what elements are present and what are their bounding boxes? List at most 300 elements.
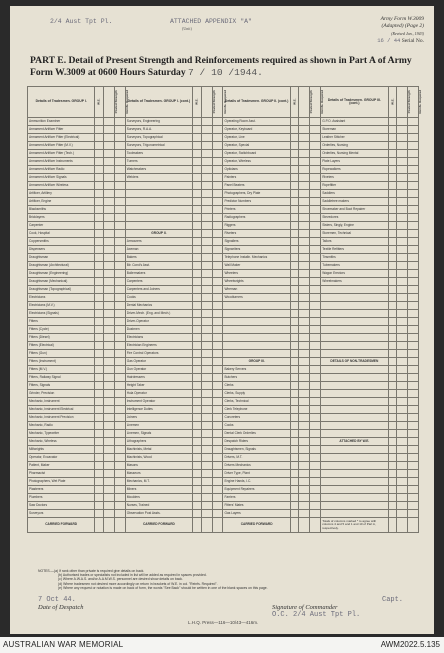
entry-cell[interactable]	[388, 278, 397, 286]
entry-cell[interactable]	[290, 230, 299, 238]
entry-cell[interactable]	[212, 486, 223, 494]
entry-cell[interactable]	[114, 382, 125, 390]
entry-cell[interactable]	[310, 390, 321, 398]
entry-cell[interactable]	[193, 502, 202, 510]
entry-cell[interactable]	[388, 382, 397, 390]
entry-cell[interactable]	[114, 142, 125, 150]
entry-cell[interactable]	[290, 126, 299, 134]
entry-cell[interactable]	[299, 342, 310, 350]
entry-cell[interactable]	[193, 222, 202, 230]
entry-cell[interactable]	[408, 374, 419, 382]
entry-cell[interactable]	[114, 270, 125, 278]
entry-cell[interactable]	[388, 430, 397, 438]
entry-cell[interactable]	[388, 198, 397, 206]
entry-cell[interactable]	[299, 414, 310, 422]
entry-cell[interactable]	[388, 190, 397, 198]
entry-cell[interactable]	[310, 438, 321, 446]
entry-cell[interactable]	[201, 286, 212, 294]
entry-cell[interactable]	[388, 230, 397, 238]
entry-cell[interactable]	[408, 422, 419, 430]
entry-cell[interactable]	[95, 502, 104, 510]
entry-cell[interactable]	[299, 326, 310, 334]
entry-cell[interactable]	[104, 350, 115, 358]
entry-cell[interactable]	[95, 350, 104, 358]
entry-cell[interactable]	[104, 374, 115, 382]
entry-cell[interactable]	[408, 126, 419, 134]
entry-cell[interactable]	[201, 342, 212, 350]
entry-cell[interactable]	[388, 294, 397, 302]
entry-cell[interactable]	[408, 214, 419, 222]
entry-cell[interactable]	[310, 398, 321, 406]
entry-cell[interactable]	[95, 294, 104, 302]
entry-cell[interactable]	[104, 182, 115, 190]
total-cell[interactable]	[299, 518, 310, 533]
entry-cell[interactable]	[212, 350, 223, 358]
entry-cell[interactable]	[114, 262, 125, 270]
entry-cell[interactable]	[114, 182, 125, 190]
entry-cell[interactable]	[290, 462, 299, 470]
entry-cell[interactable]	[193, 470, 202, 478]
entry-cell[interactable]	[114, 278, 125, 286]
entry-cell[interactable]	[212, 182, 223, 190]
entry-cell[interactable]	[290, 366, 299, 374]
entry-cell[interactable]	[397, 150, 408, 158]
entry-cell[interactable]	[408, 198, 419, 206]
entry-cell[interactable]	[104, 366, 115, 374]
total-cell[interactable]	[212, 518, 223, 533]
entry-cell[interactable]	[95, 470, 104, 478]
entry-cell[interactable]	[212, 134, 223, 142]
entry-cell[interactable]	[388, 398, 397, 406]
entry-cell[interactable]	[193, 182, 202, 190]
entry-cell[interactable]	[193, 118, 202, 126]
entry-cell[interactable]	[290, 334, 299, 342]
entry-cell[interactable]	[95, 198, 104, 206]
entry-cell[interactable]	[201, 414, 212, 422]
entry-cell[interactable]	[212, 142, 223, 150]
entry-cell[interactable]	[388, 454, 397, 462]
entry-cell[interactable]	[104, 454, 115, 462]
entry-cell[interactable]	[299, 510, 310, 518]
entry-cell[interactable]	[290, 302, 299, 310]
entry-cell[interactable]	[201, 382, 212, 390]
entry-cell[interactable]	[408, 406, 419, 414]
entry-cell[interactable]	[212, 414, 223, 422]
entry-cell[interactable]	[212, 446, 223, 454]
total-cell[interactable]	[408, 518, 419, 533]
entry-cell[interactable]	[104, 286, 115, 294]
entry-cell[interactable]	[397, 262, 408, 270]
entry-cell[interactable]	[290, 414, 299, 422]
entry-cell[interactable]	[290, 182, 299, 190]
entry-cell[interactable]	[104, 438, 115, 446]
entry-cell[interactable]	[193, 326, 202, 334]
entry-cell[interactable]	[95, 334, 104, 342]
entry-cell[interactable]	[310, 358, 321, 366]
entry-cell[interactable]	[310, 342, 321, 350]
entry-cell[interactable]	[104, 198, 115, 206]
entry-cell[interactable]	[290, 398, 299, 406]
entry-cell[interactable]	[310, 310, 321, 318]
entry-cell[interactable]	[212, 214, 223, 222]
entry-cell[interactable]	[212, 502, 223, 510]
entry-cell[interactable]	[104, 414, 115, 422]
entry-cell[interactable]	[408, 262, 419, 270]
entry-cell[interactable]	[201, 454, 212, 462]
entry-cell[interactable]	[310, 462, 321, 470]
total-cell[interactable]	[290, 518, 299, 533]
entry-cell[interactable]	[95, 310, 104, 318]
entry-cell[interactable]	[201, 494, 212, 502]
entry-cell[interactable]	[104, 486, 115, 494]
entry-cell[interactable]	[95, 358, 104, 366]
entry-cell[interactable]	[212, 454, 223, 462]
entry-cell[interactable]	[114, 302, 125, 310]
entry-cell[interactable]	[310, 166, 321, 174]
entry-cell[interactable]	[290, 478, 299, 486]
entry-cell[interactable]	[397, 254, 408, 262]
entry-cell[interactable]	[310, 334, 321, 342]
entry-cell[interactable]	[212, 334, 223, 342]
entry-cell[interactable]	[290, 118, 299, 126]
entry-cell[interactable]	[95, 318, 104, 326]
entry-cell[interactable]	[397, 502, 408, 510]
entry-cell[interactable]	[193, 486, 202, 494]
entry-cell[interactable]	[114, 470, 125, 478]
entry-cell[interactable]	[299, 118, 310, 126]
entry-cell[interactable]	[397, 374, 408, 382]
entry-cell[interactable]	[408, 470, 419, 478]
entry-cell[interactable]	[290, 390, 299, 398]
entry-cell[interactable]	[95, 270, 104, 278]
entry-cell[interactable]	[388, 118, 397, 126]
entry-cell[interactable]	[290, 174, 299, 182]
entry-cell[interactable]	[299, 454, 310, 462]
entry-cell[interactable]	[408, 222, 419, 230]
entry-cell[interactable]	[201, 174, 212, 182]
entry-cell[interactable]	[290, 198, 299, 206]
entry-cell[interactable]	[212, 262, 223, 270]
entry-cell[interactable]	[104, 142, 115, 150]
entry-cell[interactable]	[397, 182, 408, 190]
entry-cell[interactable]	[290, 206, 299, 214]
entry-cell[interactable]	[310, 206, 321, 214]
entry-cell[interactable]	[290, 438, 299, 446]
entry-cell[interactable]	[397, 166, 408, 174]
entry-cell[interactable]	[95, 406, 104, 414]
entry-cell[interactable]	[397, 118, 408, 126]
entry-cell[interactable]	[299, 398, 310, 406]
entry-cell[interactable]	[290, 158, 299, 166]
entry-cell[interactable]	[95, 150, 104, 158]
entry-cell[interactable]	[299, 310, 310, 318]
entry-cell[interactable]	[397, 350, 408, 358]
entry-cell[interactable]	[397, 302, 408, 310]
entry-cell[interactable]	[193, 246, 202, 254]
entry-cell[interactable]	[388, 510, 397, 518]
entry-cell[interactable]	[310, 158, 321, 166]
entry-cell[interactable]	[201, 198, 212, 206]
entry-cell[interactable]	[193, 390, 202, 398]
entry-cell[interactable]	[201, 254, 212, 262]
entry-cell[interactable]	[212, 166, 223, 174]
entry-cell[interactable]	[95, 382, 104, 390]
entry-cell[interactable]	[193, 214, 202, 222]
entry-cell[interactable]	[408, 478, 419, 486]
entry-cell[interactable]	[290, 374, 299, 382]
entry-cell[interactable]	[397, 462, 408, 470]
entry-cell[interactable]	[408, 342, 419, 350]
total-cell[interactable]	[95, 518, 104, 533]
entry-cell[interactable]	[201, 118, 212, 126]
entry-cell[interactable]	[408, 318, 419, 326]
entry-cell[interactable]	[201, 158, 212, 166]
entry-cell[interactable]	[104, 302, 115, 310]
entry-cell[interactable]	[310, 414, 321, 422]
entry-cell[interactable]	[310, 422, 321, 430]
entry-cell[interactable]	[114, 350, 125, 358]
entry-cell[interactable]	[104, 254, 115, 262]
entry-cell[interactable]	[299, 270, 310, 278]
entry-cell[interactable]	[290, 214, 299, 222]
entry-cell[interactable]	[104, 462, 115, 470]
entry-cell[interactable]	[212, 302, 223, 310]
entry-cell[interactable]	[408, 286, 419, 294]
entry-cell[interactable]	[408, 302, 419, 310]
entry-cell[interactable]	[95, 286, 104, 294]
entry-cell[interactable]	[408, 190, 419, 198]
entry-cell[interactable]	[299, 230, 310, 238]
entry-cell[interactable]	[299, 486, 310, 494]
entry-cell[interactable]	[408, 158, 419, 166]
entry-cell[interactable]	[290, 494, 299, 502]
entry-cell[interactable]	[388, 446, 397, 454]
entry-cell[interactable]	[201, 238, 212, 246]
entry-cell[interactable]	[193, 382, 202, 390]
entry-cell[interactable]	[290, 190, 299, 198]
entry-cell[interactable]	[212, 374, 223, 382]
entry-cell[interactable]	[114, 486, 125, 494]
entry-cell[interactable]	[310, 182, 321, 190]
entry-cell[interactable]	[201, 310, 212, 318]
entry-cell[interactable]	[212, 278, 223, 286]
entry-cell[interactable]	[201, 214, 212, 222]
entry-cell[interactable]	[114, 430, 125, 438]
entry-cell[interactable]	[388, 358, 397, 366]
entry-cell[interactable]	[212, 310, 223, 318]
entry-cell[interactable]	[104, 294, 115, 302]
entry-cell[interactable]	[310, 126, 321, 134]
entry-cell[interactable]	[310, 294, 321, 302]
entry-cell[interactable]	[95, 446, 104, 454]
entry-cell[interactable]	[95, 222, 104, 230]
entry-cell[interactable]	[193, 494, 202, 502]
entry-cell[interactable]	[299, 366, 310, 374]
entry-cell[interactable]	[299, 190, 310, 198]
entry-cell[interactable]	[408, 438, 419, 446]
entry-cell[interactable]	[299, 334, 310, 342]
entry-cell[interactable]	[104, 222, 115, 230]
entry-cell[interactable]	[388, 254, 397, 262]
entry-cell[interactable]	[193, 270, 202, 278]
entry-cell[interactable]	[290, 294, 299, 302]
entry-cell[interactable]	[95, 478, 104, 486]
entry-cell[interactable]	[104, 326, 115, 334]
entry-cell[interactable]	[408, 270, 419, 278]
entry-cell[interactable]	[95, 118, 104, 126]
entry-cell[interactable]	[201, 222, 212, 230]
entry-cell[interactable]	[388, 182, 397, 190]
entry-cell[interactable]	[114, 494, 125, 502]
entry-cell[interactable]	[114, 238, 125, 246]
entry-cell[interactable]	[388, 214, 397, 222]
total-cell[interactable]	[310, 518, 321, 533]
entry-cell[interactable]	[299, 182, 310, 190]
entry-cell[interactable]	[388, 142, 397, 150]
entry-cell[interactable]	[388, 158, 397, 166]
entry-cell[interactable]	[408, 390, 419, 398]
entry-cell[interactable]	[201, 446, 212, 454]
entry-cell[interactable]	[397, 334, 408, 342]
entry-cell[interactable]	[388, 270, 397, 278]
entry-cell[interactable]	[388, 478, 397, 486]
entry-cell[interactable]	[310, 270, 321, 278]
entry-cell[interactable]	[310, 222, 321, 230]
entry-cell[interactable]	[388, 374, 397, 382]
entry-cell[interactable]	[193, 286, 202, 294]
entry-cell[interactable]	[104, 390, 115, 398]
entry-cell[interactable]	[193, 350, 202, 358]
entry-cell[interactable]	[388, 494, 397, 502]
entry-cell[interactable]	[212, 494, 223, 502]
entry-cell[interactable]	[290, 278, 299, 286]
entry-cell[interactable]	[104, 430, 115, 438]
entry-cell[interactable]	[299, 430, 310, 438]
entry-cell[interactable]	[104, 158, 115, 166]
entry-cell[interactable]	[114, 398, 125, 406]
entry-cell[interactable]	[397, 326, 408, 334]
entry-cell[interactable]	[212, 150, 223, 158]
entry-cell[interactable]	[397, 318, 408, 326]
entry-cell[interactable]	[310, 214, 321, 222]
entry-cell[interactable]	[290, 142, 299, 150]
entry-cell[interactable]	[95, 342, 104, 350]
entry-cell[interactable]	[193, 334, 202, 342]
entry-cell[interactable]	[290, 446, 299, 454]
entry-cell[interactable]	[290, 254, 299, 262]
entry-cell[interactable]	[95, 166, 104, 174]
entry-cell[interactable]	[397, 214, 408, 222]
entry-cell[interactable]	[114, 502, 125, 510]
entry-cell[interactable]	[114, 222, 125, 230]
entry-cell[interactable]	[397, 446, 408, 454]
entry-cell[interactable]	[397, 366, 408, 374]
entry-cell[interactable]	[114, 326, 125, 334]
entry-cell[interactable]	[201, 438, 212, 446]
entry-cell[interactable]	[397, 134, 408, 142]
entry-cell[interactable]	[408, 446, 419, 454]
entry-cell[interactable]	[201, 470, 212, 478]
entry-cell[interactable]	[193, 510, 202, 518]
entry-cell[interactable]	[290, 382, 299, 390]
entry-cell[interactable]	[212, 198, 223, 206]
entry-cell[interactable]	[299, 302, 310, 310]
entry-cell[interactable]	[397, 494, 408, 502]
entry-cell[interactable]	[193, 422, 202, 430]
entry-cell[interactable]	[95, 374, 104, 382]
entry-cell[interactable]	[290, 470, 299, 478]
entry-cell[interactable]	[310, 366, 321, 374]
entry-cell[interactable]	[388, 246, 397, 254]
entry-cell[interactable]	[104, 334, 115, 342]
entry-cell[interactable]	[388, 206, 397, 214]
entry-cell[interactable]	[310, 190, 321, 198]
entry-cell[interactable]	[201, 366, 212, 374]
entry-cell[interactable]	[193, 198, 202, 206]
entry-cell[interactable]	[104, 166, 115, 174]
entry-cell[interactable]	[193, 294, 202, 302]
entry-cell[interactable]	[388, 318, 397, 326]
entry-cell[interactable]	[95, 390, 104, 398]
entry-cell[interactable]	[290, 326, 299, 334]
entry-cell[interactable]	[95, 430, 104, 438]
entry-cell[interactable]	[114, 334, 125, 342]
entry-cell[interactable]	[290, 166, 299, 174]
entry-cell[interactable]	[201, 462, 212, 470]
entry-cell[interactable]	[397, 278, 408, 286]
entry-cell[interactable]	[388, 350, 397, 358]
entry-cell[interactable]	[310, 326, 321, 334]
entry-cell[interactable]	[408, 462, 419, 470]
entry-cell[interactable]	[299, 142, 310, 150]
entry-cell[interactable]	[388, 286, 397, 294]
entry-cell[interactable]	[193, 398, 202, 406]
entry-cell[interactable]	[290, 486, 299, 494]
entry-cell[interactable]	[408, 486, 419, 494]
entry-cell[interactable]	[212, 254, 223, 262]
entry-cell[interactable]	[114, 406, 125, 414]
entry-cell[interactable]	[104, 310, 115, 318]
entry-cell[interactable]	[299, 462, 310, 470]
entry-cell[interactable]	[104, 318, 115, 326]
entry-cell[interactable]	[104, 510, 115, 518]
entry-cell[interactable]	[299, 222, 310, 230]
entry-cell[interactable]	[201, 206, 212, 214]
entry-cell[interactable]	[299, 446, 310, 454]
entry-cell[interactable]	[193, 414, 202, 422]
entry-cell[interactable]	[193, 374, 202, 382]
entry-cell[interactable]	[212, 318, 223, 326]
entry-cell[interactable]	[114, 206, 125, 214]
entry-cell[interactable]	[388, 366, 397, 374]
entry-cell[interactable]	[408, 246, 419, 254]
entry-cell[interactable]	[290, 150, 299, 158]
entry-cell[interactable]	[104, 190, 115, 198]
entry-cell[interactable]	[114, 286, 125, 294]
entry-cell[interactable]	[388, 462, 397, 470]
entry-cell[interactable]	[104, 230, 115, 238]
entry-cell[interactable]	[290, 310, 299, 318]
entry-cell[interactable]	[299, 278, 310, 286]
entry-cell[interactable]	[299, 494, 310, 502]
entry-cell[interactable]	[201, 126, 212, 134]
entry-cell[interactable]	[201, 278, 212, 286]
entry-cell[interactable]	[388, 134, 397, 142]
entry-cell[interactable]	[212, 222, 223, 230]
entry-cell[interactable]	[95, 238, 104, 246]
entry-cell[interactable]	[388, 422, 397, 430]
entry-cell[interactable]	[114, 254, 125, 262]
